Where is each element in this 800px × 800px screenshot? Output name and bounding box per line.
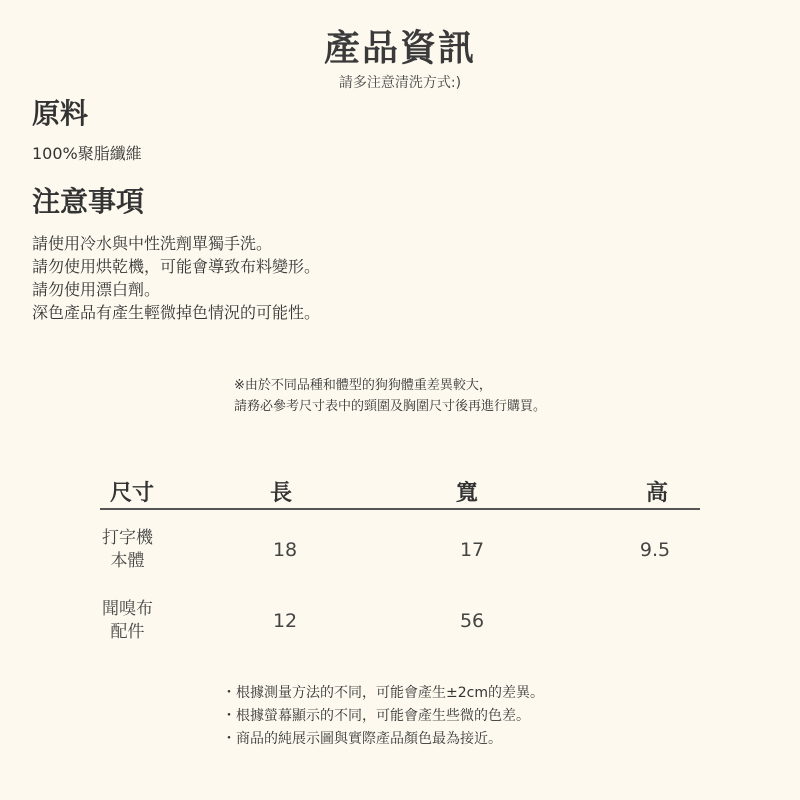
row-label-line: 配件 xyxy=(110,622,145,642)
care-item: 請使用冷水與中性洗劑單獨手洗。 xyxy=(32,234,273,253)
cell-length: 18 xyxy=(272,539,298,561)
care-heading: 注意事項 xyxy=(32,185,145,218)
header-size: 尺寸 xyxy=(100,474,155,509)
footnote-item: ・ 根據螢幕顯示的不同，可能會產生些微的色差。 xyxy=(222,705,544,728)
material-heading: 原料 xyxy=(32,97,89,130)
page-title: 產品資訊 xyxy=(323,28,476,69)
footnote-item: ・ 根據測量方法的不同，可能會產生±2cm的差異。 xyxy=(222,682,544,705)
cell-height xyxy=(544,586,700,656)
cell-width: 17 xyxy=(459,539,485,561)
cell-width: 56 xyxy=(459,610,485,632)
footnote-item: ・ 商品的純展示圖與實際產品顏色最為接近。 xyxy=(222,728,544,751)
table-row xyxy=(100,509,700,586)
header-length: 長 xyxy=(155,474,344,509)
row-label-line: 本體 xyxy=(110,551,145,571)
header-width: 寬 xyxy=(344,474,544,509)
row-label xyxy=(100,509,155,586)
size-table xyxy=(100,474,700,656)
size-table-header xyxy=(100,474,700,509)
care-item: 請勿使用烘乾機，可能會導致布料變形。 xyxy=(32,257,321,276)
care-item: 深色產品有產生輕微掉色情況的可能性。 xyxy=(32,303,321,322)
care-item: 請勿使用漂白劑。 xyxy=(32,280,161,299)
care-list xyxy=(32,232,320,324)
size-note-line: ※由於不同品種和體型的狗狗體重差異較大， xyxy=(234,378,492,393)
row-label-line: 聞嗅布 xyxy=(101,599,153,619)
material-value: 100%聚脂纖維 xyxy=(32,144,142,163)
header-height: 高 xyxy=(544,474,700,509)
page-subtitle: 請多注意清洗方式:) xyxy=(338,75,462,91)
cell-length: 12 xyxy=(272,610,298,632)
row-label xyxy=(100,586,155,656)
row-label-line: 打字機 xyxy=(101,528,153,548)
cell-height: 9.5 xyxy=(639,539,671,561)
size-note-line: 請務必參考尺寸表中的頸圍及胸圍尺寸後再進行購買。 xyxy=(234,399,547,414)
footnote-list xyxy=(222,682,544,751)
table-row xyxy=(100,586,700,656)
size-note xyxy=(234,375,546,417)
